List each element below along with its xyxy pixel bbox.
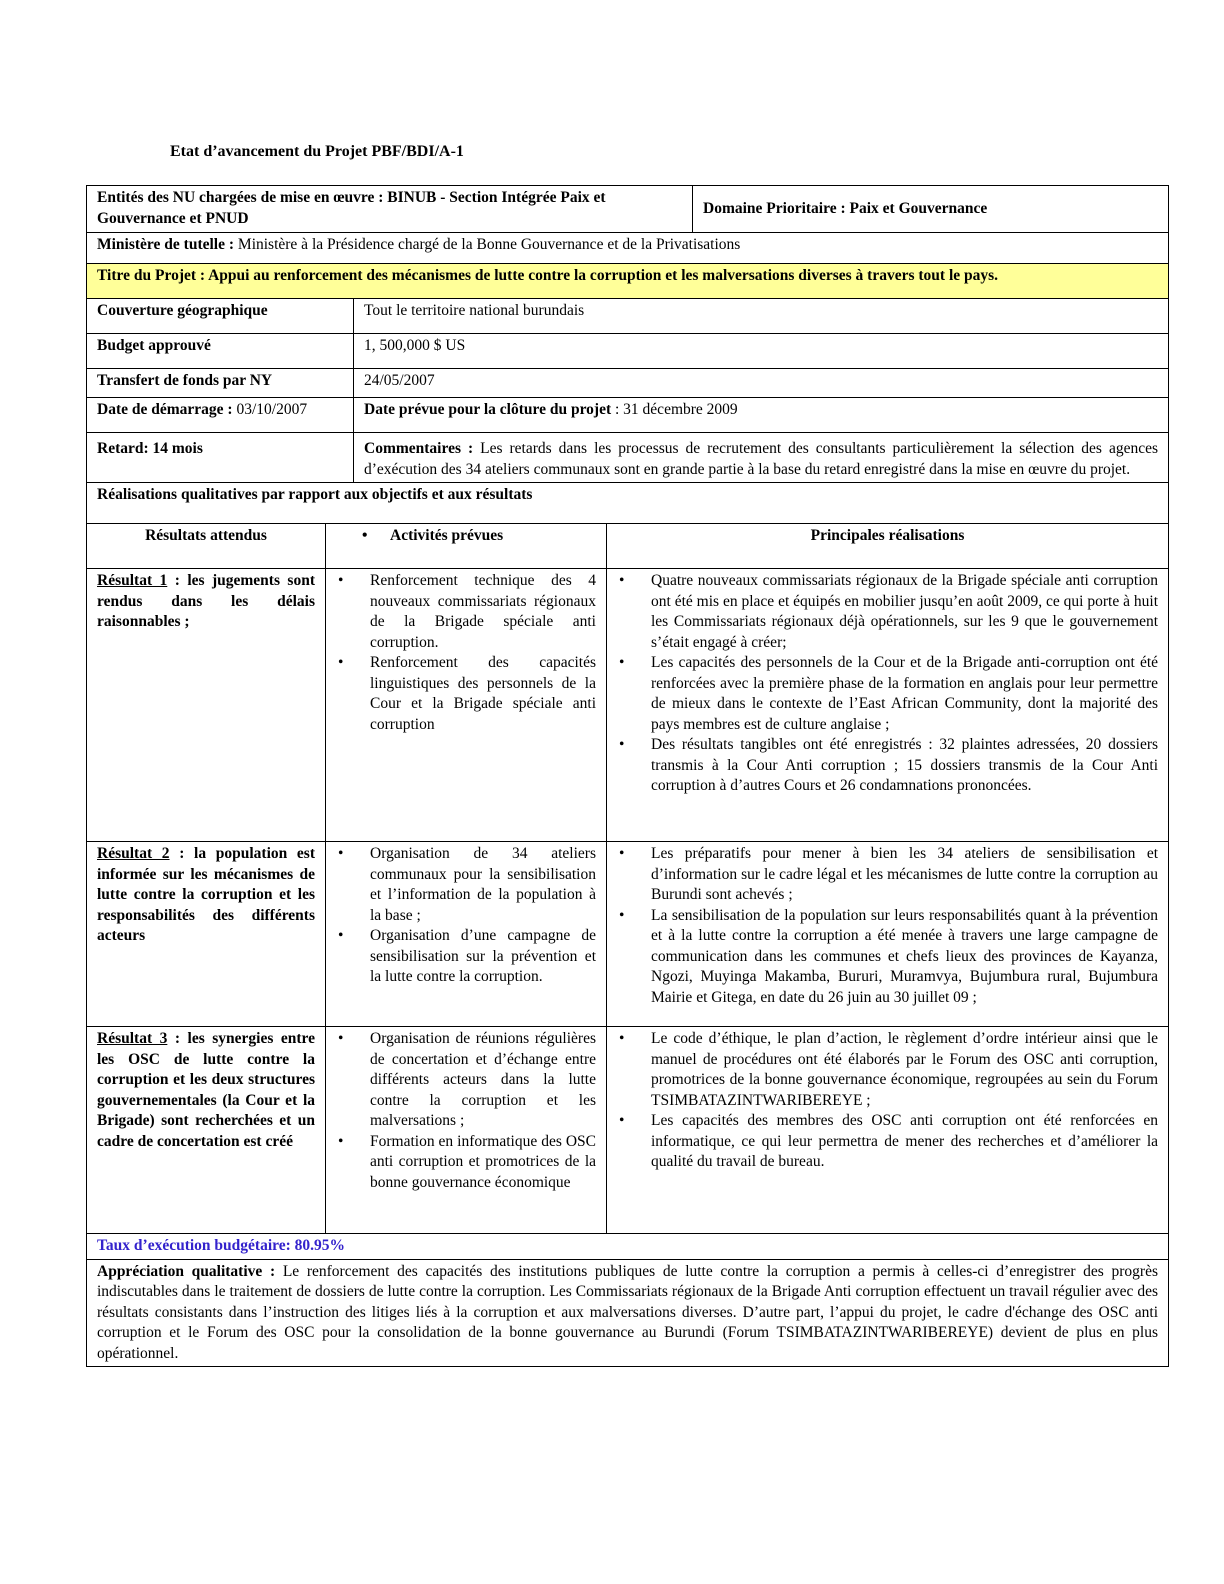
activity-item: • Renforcement technique des 4 nouveaux commissariats régionaux de la Brigade spéciale anti corruption. [336, 571, 596, 653]
column-activities-cell [326, 524, 607, 569]
result-2-text: : la population est informée sur les mécanismes de lutte contre la corruption et les responsabilités des différents acteurs [97, 845, 315, 944]
coverage-row [87, 299, 1169, 334]
ministry-row [87, 233, 1169, 264]
dates-row [87, 398, 1169, 433]
budget-rate: Taux d’exécution budgétaire: 80.95% [87, 1234, 1169, 1260]
budget-rate-row [87, 1234, 1169, 1260]
transfer-row [87, 369, 1169, 398]
domain-cell [693, 186, 1169, 233]
achievement-item: • Quatre nouveaux commissariats régionaux de la Brigade spéciale anti corruption ont été mis en place et équipés en mobilier jusqu’en août 2009, ce qui porte à huit les Commissariats régionaux déjà opérationnels, sur les 9 que le gouvernement s’était engagé à créer; [617, 571, 1158, 653]
result-2-label: Résultat 2 [97, 845, 170, 862]
column-activities: • Activités prévues [360, 526, 596, 547]
ministry-cell [87, 233, 1169, 264]
project-status-table [86, 185, 1169, 1367]
start-date-label: Date de démarrage : [97, 401, 233, 418]
achievement-item: • Les préparatifs pour mener à bien les 34 ateliers de sensibilisation et d’information sur le cadre légal et les mécanismes de lutte contre la corruption au Burundi sont achevés ; [617, 844, 1158, 906]
section-heading-row [87, 483, 1169, 524]
achievement-item: • Des résultats tangibles ont été enregistrés : 32 plaintes adressées, 20 dossiers transmis à la Cour Anti corruption ; 15 dossiers transmis de la Cour Anti corruption à d’autres Cours et 26 condamnations prononcées. [617, 735, 1158, 797]
activity-item: • Organisation de réunions régulières de concertation et d’échange entre différents acteurs dans la lutte contre la corruption et les malversations ; [336, 1029, 596, 1132]
achievement-item: • Les capacités des membres des OSC anti corruption ont été renforcées en informatique, ce qui leur permettra de mener des recherches et d’améliorer la qualité du travail de bureau. [617, 1111, 1158, 1173]
column-header-row [87, 524, 1169, 569]
result-1-label: Résultat 1 [97, 572, 168, 589]
start-date-cell [87, 398, 354, 433]
domain-label: Domaine Prioritaire [703, 199, 837, 217]
result-row-1 [87, 569, 1169, 842]
budget-label: Budget approuvé [87, 334, 354, 369]
ministry-label: Ministère de tutelle : [97, 236, 235, 253]
achievement-item: • La sensibilisation de la population sur leurs responsabilités quant à la prévention et à la lutte contre la corruption a été menée à travers une large campagne de communication dans les communes et chefs lieux des provinces de Kayanza, Ngozi, Muyinga Makamba, Bururi, Muramvya, Bujumbura rural, Bujumbura Mairie et Gitega, en date du 26 juin au 30 juillet 09 ; [617, 906, 1158, 1009]
budget-value: 1, 500,000 $ US [354, 334, 1169, 369]
appreciation-row [87, 1259, 1169, 1367]
end-date-value: : 31 décembre 2009 [611, 401, 738, 418]
activity-item: • Renforcement des capacités linguistiques des personnels de la Cour et la Brigade spéciale anti corruption [336, 653, 596, 735]
project-title-cell: Titre du Projet : Appui au renforcement des mécanismes de lutte contre la corruption et les malversations diverses à travers tout le pays. [87, 264, 1169, 299]
domain-value: : Paix et Gouvernance [836, 199, 988, 217]
activity-item: • Formation en informatique des OSC anti corruption et promotrices de la bonne gouvernance économique [336, 1132, 596, 1194]
column-achievements: Principales réalisations [607, 524, 1169, 569]
result-3-text: : les synergies entre les OSC de lutte contre la corruption et les deux structures gouvernementales (la Cour et la Brigade) sont recherchées et un cadre de concertation est créé [97, 1030, 315, 1150]
result-3-cell [87, 1027, 326, 1234]
result-row-3 [87, 1027, 1169, 1234]
comments-label: Commentaires : [364, 440, 474, 457]
result-1-text: : les jugements sont rendus dans les délais raisonnables ; [97, 572, 315, 630]
result-2-activities [326, 842, 607, 1027]
entities-cell: Entités des NU chargées de mise en œuvre : BINUB - Section Intégrée Paix et Gouvernance et PNUD [87, 186, 693, 233]
achievement-item: • Les capacités des personnels de la Cour et de la Brigade anti-corruption ont été renforcées avec la première phase de la formation en anglais pour leur permettre de mieux dans le contexte de l’East African Community, dont la majorité des pays membres est de culture anglaise ; [617, 653, 1158, 735]
start-date-value: 03/10/2007 [232, 401, 308, 418]
appreciation-text: Le renforcement des capacités des institutions publiques de lutte contre la corruption a permis à celles-ci d’enregistrer des progrès indiscutables dans le traitement de dossiers de lutte contre la corruption. Les Commissariats régionaux de la Brigade Anti corruption effectuent un travail régulier avec des résultats consistants dans l’instruction des litiges liés à la corruption et aux malversations diverses. D’autre part, l’appui du projet, le cadre d'échange des OSC anti corruption et le Forum des OSC pour la consolidation de la bonne gouvernance au Burundi (Forum TSIMBATAZINTWARIBEREYE) devient de plus en plus opérationnel. [97, 1262, 1159, 1362]
transfer-value: 24/05/2007 [354, 369, 1169, 398]
result-3-activities [326, 1027, 607, 1234]
activity-item: • Organisation d’une campagne de sensibilisation sur la prévention et la lutte contre la corruption. [336, 926, 596, 988]
ministry-value: Ministère à la Présidence chargé de la Bonne Gouvernance et de la Privatisations [234, 236, 741, 253]
appreciation-label: Appréciation qualitative : [97, 1262, 276, 1280]
coverage-value: Tout le territoire national burundais [354, 299, 1169, 334]
end-date-label: Date prévue pour la clôture du projet [364, 401, 612, 418]
result-1-achievements [607, 569, 1169, 842]
appreciation-cell [87, 1259, 1169, 1367]
result-3-achievements [607, 1027, 1169, 1234]
section-heading: Réalisations qualitatives par rapport aux objectifs et aux résultats [87, 483, 1169, 524]
result-3-label: Résultat 3 [97, 1030, 168, 1047]
transfer-label: Transfert de fonds par NY [87, 369, 354, 398]
entities-row [87, 186, 1169, 233]
delay-cell: Retard: 14 mois [87, 433, 354, 483]
column-results: Résultats attendus [87, 524, 326, 569]
activity-item: • Organisation de 34 ateliers communaux pour la sensibilisation et l’information de la population à la base ; [336, 844, 596, 926]
result-2-cell [87, 842, 326, 1027]
delay-row [87, 433, 1169, 483]
result-2-achievements [607, 842, 1169, 1027]
result-1-cell [87, 569, 326, 842]
project-title-row [87, 264, 1169, 299]
achievement-item: • Le code d’éthique, le plan d’action, le règlement d’ordre intérieur ainsi que le manuel de procédures ont été élaborés par le Forum des OSC anti corruption, promotrices de la bonne gouvernance économique, regroupées au sein du Forum TSIMBATAZINTWARIBEREYE ; [617, 1029, 1158, 1111]
document-title: Etat d’avancement du Projet PBF/BDI/A-1 [170, 143, 464, 160]
end-date-cell [354, 398, 1169, 433]
coverage-label: Couverture géographique [87, 299, 354, 334]
result-1-activities [326, 569, 607, 842]
result-row-2 [87, 842, 1169, 1027]
budget-row [87, 334, 1169, 369]
comments-cell [354, 433, 1169, 483]
comments-value: Les retards dans les processus de recrutement des consultants particulièrement la sélection des agences d’exécution des 34 ateliers communaux sont en grande partie à la base du retard enregistré dans la mise en œuvre du projet. [364, 440, 1159, 478]
